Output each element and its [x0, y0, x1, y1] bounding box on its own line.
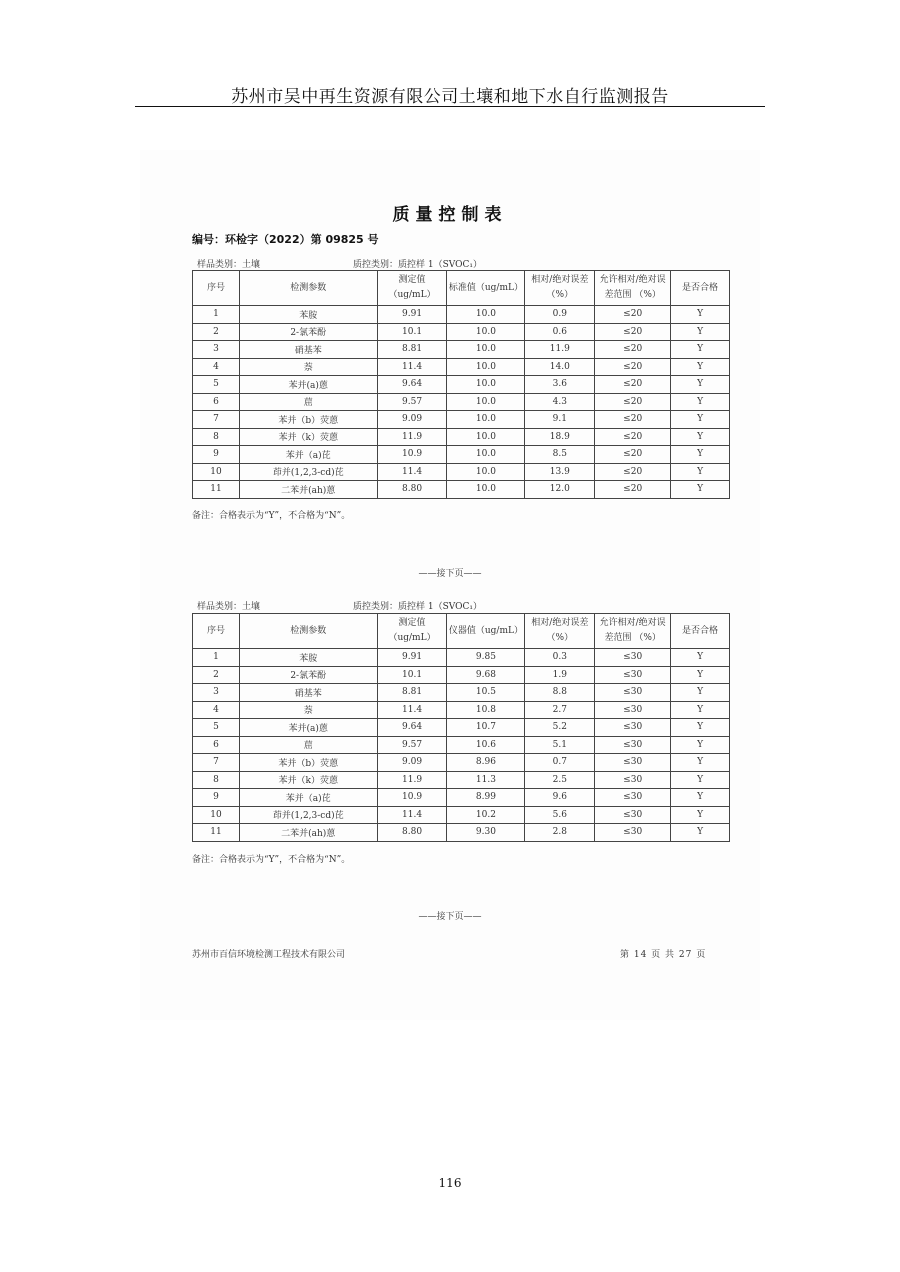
table-cell: ≤30: [595, 754, 671, 772]
column-header: 序号: [193, 614, 240, 649]
table-cell: 11.3: [447, 771, 525, 789]
table-cell: 10.0: [447, 376, 525, 394]
table-cell: Y: [671, 824, 730, 842]
table-row: [193, 754, 730, 772]
table-cell: 2.7: [525, 701, 595, 719]
column-header: 允许相对/绝对误差范围 （%）: [595, 614, 671, 649]
table-cell: 9.85: [447, 649, 525, 667]
table-cell: Y: [671, 754, 730, 772]
table-cell: ≤30: [595, 684, 671, 702]
table-cell: 苯并（a)芘: [239, 446, 377, 464]
table-cell: 茚并(1,2,3-cd)芘: [239, 463, 377, 481]
table-cell: 11.4: [377, 358, 447, 376]
table-cell: ≤20: [595, 341, 671, 359]
table-cell: ≤30: [595, 824, 671, 842]
table-row: [193, 824, 730, 842]
table-cell: 10.0: [447, 428, 525, 446]
table-row: [193, 481, 730, 499]
table-cell: Y: [671, 789, 730, 807]
table-row: [193, 684, 730, 702]
table-cell: ≤20: [595, 376, 671, 394]
table-cell: 䓛: [239, 736, 377, 754]
table-cell: ≤20: [595, 323, 671, 341]
qc-table-1: [192, 270, 730, 499]
table-cell: ≤30: [595, 789, 671, 807]
table-row: [193, 393, 730, 411]
table-cell: 10.0: [447, 306, 525, 324]
table-cell: 8.80: [377, 824, 447, 842]
table-cell: 5.1: [525, 736, 595, 754]
table-cell: 2: [193, 666, 240, 684]
table-cell: 8.8: [525, 684, 595, 702]
table-cell: Y: [671, 428, 730, 446]
table-cell: ≤30: [595, 666, 671, 684]
table-cell: 4: [193, 701, 240, 719]
table-row: [193, 719, 730, 737]
table-cell: 10.0: [447, 358, 525, 376]
column-header: 允许相对/绝对误差范围 （%）: [595, 271, 671, 306]
document-code: 编号：环检字（2022）第 09825 号: [192, 233, 379, 246]
table-cell: 2-氯苯酚: [239, 323, 377, 341]
table-cell: 10.0: [447, 481, 525, 499]
table-cell: 3: [193, 341, 240, 359]
table-cell: 苯并（k）荧蒽: [239, 428, 377, 446]
table-cell: 1: [193, 649, 240, 667]
table-row: [193, 341, 730, 359]
column-header: 检测参数: [239, 271, 377, 306]
table-cell: 9: [193, 446, 240, 464]
table-cell: 5.2: [525, 719, 595, 737]
table-cell: Y: [671, 719, 730, 737]
table-cell: 10.0: [447, 411, 525, 429]
table-row: [193, 358, 730, 376]
table-cell: 9.6: [525, 789, 595, 807]
table-row: [193, 411, 730, 429]
table-cell: 10.0: [447, 323, 525, 341]
table-cell: ≤20: [595, 358, 671, 376]
table-cell: 苯并（b）荧蒽: [239, 411, 377, 429]
column-header: 是否合格: [671, 271, 730, 306]
table-cell: 8.99: [447, 789, 525, 807]
table-cell: 10.6: [447, 736, 525, 754]
table-cell: 13.9: [525, 463, 595, 481]
table-row: [193, 789, 730, 807]
table-cell: 4.3: [525, 393, 595, 411]
table-cell: 10.7: [447, 719, 525, 737]
table2-continue: ——接下页——: [418, 912, 482, 922]
table-cell: Y: [671, 358, 730, 376]
table-cell: 二苯并(ah)蒽: [239, 481, 377, 499]
table-cell: ≤30: [595, 771, 671, 789]
table-cell: 4: [193, 358, 240, 376]
document-title: 质量控制表: [392, 205, 508, 225]
table-cell: 9.91: [377, 306, 447, 324]
table-cell: 9.30: [447, 824, 525, 842]
table-cell: ≤20: [595, 463, 671, 481]
table-cell: Y: [671, 306, 730, 324]
table-cell: 硝基苯: [239, 684, 377, 702]
table-cell: 10.0: [447, 463, 525, 481]
table-cell: 0.7: [525, 754, 595, 772]
table-cell: 10.0: [447, 341, 525, 359]
table-row: [193, 306, 730, 324]
table-row: [193, 428, 730, 446]
table-cell: 2.8: [525, 824, 595, 842]
table2-note: 备注：合格表示为“Y”，不合格为“N”。: [192, 855, 351, 865]
table-cell: 9.09: [377, 411, 447, 429]
table-cell: Y: [671, 446, 730, 464]
table-cell: 10.5: [447, 684, 525, 702]
table-cell: 5: [193, 719, 240, 737]
table-cell: 8.81: [377, 684, 447, 702]
column-header: 仪器值（ug/mL）: [447, 614, 525, 649]
table-cell: ≤20: [595, 393, 671, 411]
table-cell: 0.9: [525, 306, 595, 324]
table-cell: 10.2: [447, 806, 525, 824]
table-cell: 苯并（k）荧蒽: [239, 771, 377, 789]
table-cell: 1.9: [525, 666, 595, 684]
qc-table-2: [192, 613, 730, 842]
table-cell: 14.0: [525, 358, 595, 376]
table-row: [193, 666, 730, 684]
table-cell: 10.9: [377, 446, 447, 464]
table-cell: 10.0: [447, 446, 525, 464]
table-cell: 5: [193, 376, 240, 394]
table-cell: 苯胺: [239, 649, 377, 667]
table-cell: 6: [193, 393, 240, 411]
table-cell: 0.6: [525, 323, 595, 341]
table-row: [193, 736, 730, 754]
table-cell: Y: [671, 771, 730, 789]
table1-continue: ——接下页——: [418, 569, 482, 579]
table-cell: 2.5: [525, 771, 595, 789]
table-cell: 8.81: [377, 341, 447, 359]
table-row: [193, 463, 730, 481]
table-row: [193, 701, 730, 719]
table-cell: 10.9: [377, 789, 447, 807]
table-cell: 苯并（a)芘: [239, 789, 377, 807]
table-cell: 1: [193, 306, 240, 324]
table-row: [193, 446, 730, 464]
column-header: 是否合格: [671, 614, 730, 649]
table-cell: ≤30: [595, 649, 671, 667]
table-cell: 苯并(a)蒽: [239, 376, 377, 394]
table-cell: 10.1: [377, 323, 447, 341]
table-cell: 9.57: [377, 393, 447, 411]
table-cell: 9.91: [377, 649, 447, 667]
table-cell: 硝基苯: [239, 341, 377, 359]
column-header: 相对/绝对误差（%）: [525, 271, 595, 306]
table-cell: 茚并(1,2,3-cd)芘: [239, 806, 377, 824]
table-cell: 11.4: [377, 463, 447, 481]
table-cell: 2: [193, 323, 240, 341]
table-cell: 0.3: [525, 649, 595, 667]
column-header: 测定值（ug/mL）: [377, 614, 447, 649]
table-cell: 8.80: [377, 481, 447, 499]
header-rule: [135, 106, 765, 107]
table-cell: Y: [671, 701, 730, 719]
table-cell: ≤20: [595, 306, 671, 324]
table-cell: 8.5: [525, 446, 595, 464]
table-cell: Y: [671, 649, 730, 667]
table-cell: ≤30: [595, 701, 671, 719]
table-cell: 8: [193, 771, 240, 789]
table1-header-row: [193, 271, 730, 306]
table-cell: Y: [671, 376, 730, 394]
table-cell: 11: [193, 824, 240, 842]
column-header: 序号: [193, 271, 240, 306]
table-cell: Y: [671, 341, 730, 359]
footer-page-info: 第 14 页 共 27 页: [620, 950, 707, 960]
table-cell: 8: [193, 428, 240, 446]
table-cell: 9.57: [377, 736, 447, 754]
table-cell: 10.0: [447, 393, 525, 411]
table-cell: 9.64: [377, 719, 447, 737]
table-cell: Y: [671, 684, 730, 702]
table-cell: 11.4: [377, 701, 447, 719]
table1-qc-type: 质控类别：质控样 1（SVOC₁）: [353, 260, 482, 270]
table1-note: 备注：合格表示为“Y”，不合格为“N”。: [192, 511, 351, 521]
column-header: 相对/绝对误差（%）: [525, 614, 595, 649]
table-cell: ≤20: [595, 428, 671, 446]
table-cell: 苯并(a)蒽: [239, 719, 377, 737]
table-cell: ≤20: [595, 481, 671, 499]
table1-sample-type: 样品类别：土壤: [197, 260, 261, 270]
table-cell: 11.9: [377, 428, 447, 446]
table-cell: 2-氯苯酚: [239, 666, 377, 684]
table-cell: Y: [671, 323, 730, 341]
table-cell: 5.6: [525, 806, 595, 824]
table-cell: Y: [671, 736, 730, 754]
table-row: [193, 649, 730, 667]
table-row: [193, 806, 730, 824]
table-cell: Y: [671, 411, 730, 429]
table-cell: 苯并（b）荧蒽: [239, 754, 377, 772]
table-cell: 9.1: [525, 411, 595, 429]
table-cell: 9.64: [377, 376, 447, 394]
table-cell: 6: [193, 736, 240, 754]
table-cell: 11: [193, 481, 240, 499]
table2-header-row: [193, 614, 730, 649]
table-cell: 18.9: [525, 428, 595, 446]
report-header-title: 苏州市吴中再生资源有限公司土壤和地下水自行监测报告: [231, 87, 669, 107]
table-cell: Y: [671, 806, 730, 824]
table-cell: 9.68: [447, 666, 525, 684]
table-cell: ≤30: [595, 806, 671, 824]
table-cell: 9: [193, 789, 240, 807]
footer-company: 苏州市百信环境检测工程技术有限公司: [192, 950, 346, 960]
table-cell: 10: [193, 806, 240, 824]
table-cell: 10.8: [447, 701, 525, 719]
table-cell: 7: [193, 754, 240, 772]
column-header: 检测参数: [239, 614, 377, 649]
table-cell: 䓛: [239, 393, 377, 411]
table-cell: 10.1: [377, 666, 447, 684]
table-cell: ≤30: [595, 719, 671, 737]
table-cell: 3.6: [525, 376, 595, 394]
table2-sample-type: 样品类别：土壤: [197, 602, 261, 612]
table-cell: 10: [193, 463, 240, 481]
table-cell: ≤30: [595, 736, 671, 754]
table-cell: 12.0: [525, 481, 595, 499]
table-cell: 7: [193, 411, 240, 429]
table-cell: ≤20: [595, 446, 671, 464]
table-cell: 萘: [239, 358, 377, 376]
column-header: 标准值（ug/mL）: [447, 271, 525, 306]
page-number: 116: [438, 1176, 462, 1190]
table-cell: 萘: [239, 701, 377, 719]
table-cell: 二苯并(ah)蒽: [239, 824, 377, 842]
table-cell: 11.9: [377, 771, 447, 789]
table-row: [193, 376, 730, 394]
table-cell: Y: [671, 393, 730, 411]
table-row: [193, 771, 730, 789]
table-cell: ≤20: [595, 411, 671, 429]
table-cell: 8.96: [447, 754, 525, 772]
table-cell: Y: [671, 463, 730, 481]
column-header: 测定值（ug/mL）: [377, 271, 447, 306]
table-cell: 11.4: [377, 806, 447, 824]
table-cell: 9.09: [377, 754, 447, 772]
table-cell: 11.9: [525, 341, 595, 359]
table-cell: Y: [671, 666, 730, 684]
table-cell: Y: [671, 481, 730, 499]
table2-qc-type: 质控类别：质控样 1（SVOC₁）: [353, 602, 482, 612]
table-row: [193, 323, 730, 341]
table-cell: 3: [193, 684, 240, 702]
table-cell: 苯胺: [239, 306, 377, 324]
